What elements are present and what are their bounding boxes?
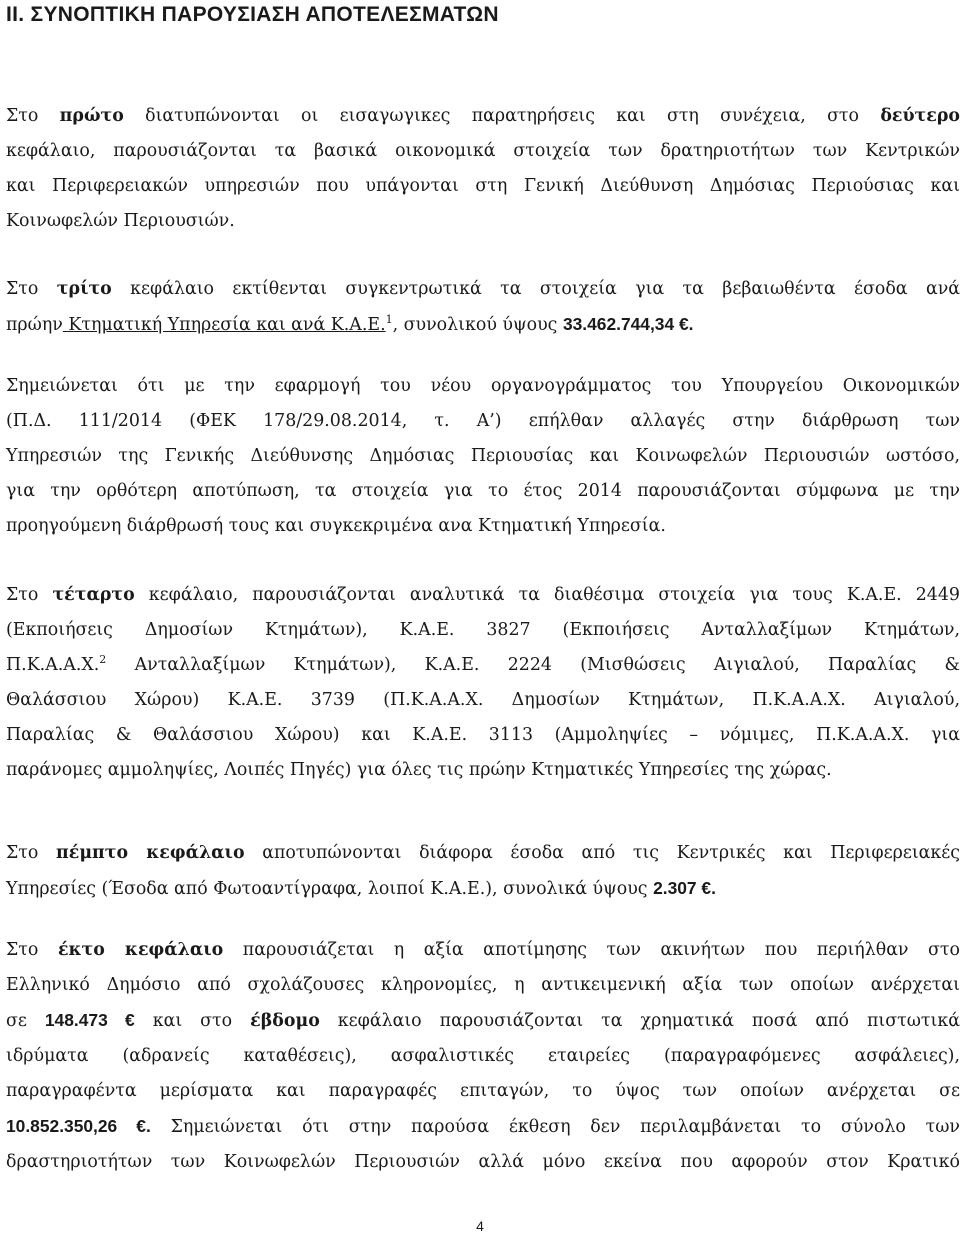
text-line: δραστηριοτήτων των Κοινωφελών Περιουσιών αλλά μόνο εκείνα που αφορούν στον Κρατικό <box>6 1152 960 1172</box>
emphasis: δεύτερο <box>880 106 960 126</box>
text-line: Παραλίας & Θαλάσσιου Χώρου) και Κ.Α.Ε. 3113 (Αμμοληψίες – νόμιμες, Π.Κ.Α.Α.Χ. για <box>6 725 960 745</box>
text-line: ιδρύματα (αδρανείς καταθέσεις), ασφαλιστικές εταιρείες (παραγραφόμενες ασφάλειες), <box>6 1046 960 1066</box>
footnote-ref: 2 <box>99 653 107 667</box>
text-line: 10.852.350,26 €. Σημειώνεται ότι στην παρούσα έκθεση δεν περιλαμβάνεται το σύνολο των <box>6 1116 960 1137</box>
paragraph-chapter-5 <box>6 836 960 907</box>
text-line: (Εκποιήσεις Δημοσίων Κτημάτων), Κ.Α.Ε. 3827 (Εκποιήσεις Ανταλλαξίμων Κτημάτων, <box>6 620 960 640</box>
emphasis: έκτο κεφάλαιο <box>57 940 224 960</box>
text-line: παραγραφέντα μερίσματα και παραγραφές επιταγών, το ύψος των οποίων ανέρχεται σε <box>6 1081 960 1101</box>
amount: 148.473 € <box>44 1010 135 1030</box>
text-line: Στο πρώτο διατυπώνονται οι εισαγωγικες παρατηρήσεις και στη συνέχεια, στο δεύτερο <box>6 106 960 126</box>
text-line: προηγούμενη διάρθρωσή τους και συγκεκριμένα ανα Κτηματική Υπηρεσία. <box>6 516 666 536</box>
paragraph-note-organogram <box>6 369 960 544</box>
paragraph-chapters-6-7 <box>6 933 960 1180</box>
emphasis: πρώτο <box>59 106 124 126</box>
text-line: Ελληνικό Δημόσιο από σχολάζουσες κληρονομίες, η αντικειμενική αξία των οποίων ανέρχεται <box>6 975 960 995</box>
paragraph-chapter-3 <box>6 272 960 343</box>
emphasis: τέταρτο <box>52 585 135 605</box>
paragraph-chapter-4 <box>6 578 960 788</box>
text-line: (Π.Δ. 111/2014 (ΦΕΚ 178/29.08.2014, τ. Α’) επήλθαν αλλαγές στην διάρθρωση των <box>6 411 960 431</box>
text-line: Θαλάσσιου Χώρου) Κ.Α.Ε. 3739 (Π.Κ.Α.Α.Χ. Δημοσίων Κτημάτων, Π.Κ.Α.Α.Χ. Αιγιαλού, <box>6 690 960 710</box>
emphasis: έβδομο <box>250 1011 320 1031</box>
emphasis: πέμπτο κεφάλαιο <box>56 843 245 863</box>
text-line: πρώην Κτηματική Υπηρεσία και ανά Κ.Α.Ε.$^1$, συνολικού ύψους 33.462.744,34 €. <box>6 313 694 335</box>
text-line: Π.Κ.Α.Α.Χ.$^2$ Ανταλλαξίμων Κτημάτων), Κ.Α.Ε. 2224 (Μισθώσεις Αιγιαλού, Παραλίας & <box>6 653 960 675</box>
text-line: Υπηρεσιών της Γενικής Διεύθυνσης Δημόσιας Περιουσίας και Κοινωφελών Περιουσιών ωστόσο, <box>6 446 960 466</box>
amount: 10.852.350,26 €. <box>6 1116 151 1136</box>
total-amount: 2.307 €. <box>653 878 716 898</box>
text-line: κεφάλαιο, παρουσιάζονται τα βασικά οικονομικά στοιχεία των δρατηριοτήτων των Κεντρικών <box>6 141 960 161</box>
text-line: Στο τρίτο κεφάλαιο εκτίθενται συγκεντρωτικά τα στοιχεία για τα βεβαιωθέντα έσοδα ανά <box>6 279 960 299</box>
page-number: 4 <box>476 1218 484 1234</box>
footnote-ref: 1 <box>385 313 393 327</box>
text-line: Υπηρεσίες (Έσοδα από Φωτοαντίγραφα, λοιποί Κ.Α.Ε.), συνολικά ύψους 2.307 €. <box>6 878 716 899</box>
text-line: σε 148.473 € και στο έβδομο κεφάλαιο παρουσιάζονται τα χρηματικά ποσά από πιστωτικά <box>6 1010 960 1031</box>
text-line: Στο πέμπτο κεφάλαιο αποτυπώνονται διάφορα έσοδα από τις Κεντρικές και Περιφερειακές <box>6 843 960 863</box>
text-line: Σημειώνεται ότι με την εφαρμογή του νέου οργανογράμματος του Υπουργείου Οικονομικών <box>6 376 960 396</box>
text-line: Στο τέταρτο κεφάλαιο, παρουσιάζονται αναλυτικά τα διαθέσιμα στοιχεία για τους Κ.Α.Ε. 2449 <box>6 585 960 605</box>
paragraph-chapters-1-2 <box>6 99 960 239</box>
text-line: για την ορθότερη αποτύπωση, τα στοιχεία για το έτος 2014 παρουσιάζονται σύμφωνα με την <box>6 481 960 501</box>
total-amount: 33.462.744,34 €. <box>562 314 694 334</box>
section-heading: ΙΙ. ΣΥΝΟΠΤΙΚΗ ΠΑΡΟΥΣΙΑΣΗ ΑΠΟΤΕΛΕΣΜΑΤΩΝ <box>6 3 499 26</box>
document-page <box>6 0 960 1236</box>
text-line: παράνομες αμμοληψίες, Λοιπές Πηγές) για όλες τις πρώην Κτηματικές Υπηρεσίες της χώρας. <box>6 760 832 780</box>
text-line: Στο έκτο κεφάλαιο παρουσιάζεται η αξία αποτίμησης των ακινήτων που περιήλθαν στο <box>6 940 960 960</box>
emphasis: τρίτο <box>56 279 112 299</box>
text-line: και Περιφερειακών υπηρεσιών που υπάγονται στη Γενική Διεύθυνση Δημόσιας Περιούσιας και <box>6 176 960 196</box>
text-line: Κοινωφελών Περιουσιών. <box>6 211 235 231</box>
